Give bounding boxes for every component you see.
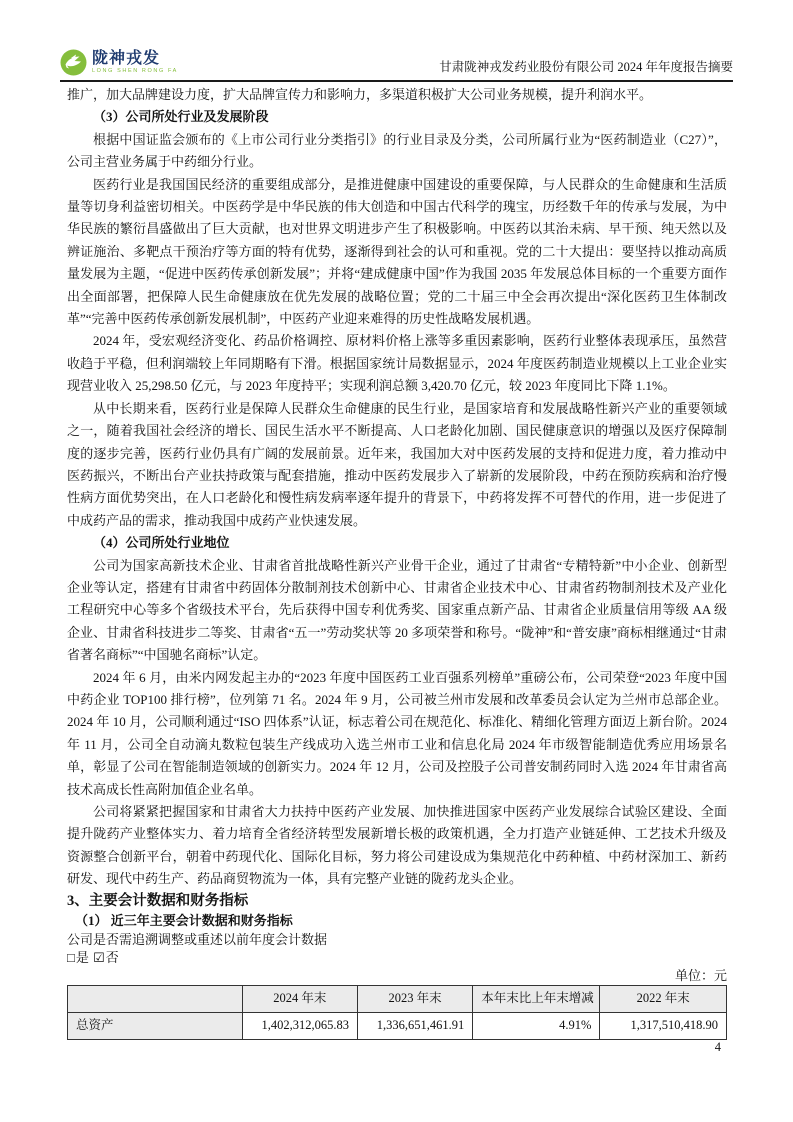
- table-header-2022: 2022 年末: [600, 985, 727, 1012]
- restatement-question: 公司是否需追溯调整或重述以前年度会计数据: [67, 931, 328, 947]
- paragraph-industry-1: 根据中国证监会颁布的《上市公司行业分类指引》的行业目录及分类，公司所属行业为“医药制造业（C27）”，公司主营业务属于中药细分行业。: [67, 131, 727, 170]
- logo-bird-icon: [60, 49, 87, 76]
- row-label-total-assets: 总资产: [68, 1012, 243, 1039]
- document-title: 甘肃陇神戎发药业股份有限公司 2024 年年度报告摘要: [439, 60, 733, 74]
- financial-data-table: [67, 985, 727, 1040]
- paragraph-industry-3: 2024 年，受宏观经济变化、药品价格调控、原材料价格上涨等多重因素影响，医药行业整体表现承压，虽然营收趋于平稳，但利润端较上年同期略有下滑。根据国家统计局数据显示，2024 年度医药制造业规模以上工业企业实现营业收入 25,298.50 亿元，与 2023 年度持平；实现利润总额 3,420.70 亿元，较 2023 年度同比下降 1.1%。: [67, 333, 727, 394]
- document-body: [67, 84, 727, 1040]
- restatement-checkboxes: [67, 949, 727, 967]
- paragraph-continuation: 推广，加大品牌建设力度，扩大品牌宣传力和影响力，多渠道积极扩大公司业务规模，提升利润水平。: [67, 87, 653, 102]
- total-assets-2022: 1,317,510,418.90: [600, 1012, 727, 1039]
- page-header: [60, 40, 733, 82]
- total-assets-2023: 1,336,651,461.91: [357, 1012, 472, 1039]
- total-assets-change: 4.91%: [473, 1012, 600, 1039]
- company-logo: [60, 49, 178, 76]
- heading-industry-position: （4）公司所处行业地位: [93, 535, 230, 551]
- paragraph-position-1: 公司为国家高新技术企业、甘肃省首批战略性新兴产业骨干企业，通过了甘肃省“专精特新”中小企业、创新型企业等认定，搭建有甘肃省中药固体分散制剂技术创新中心、甘肃省企业技术中心、甘肃省药物制剂技术及产业化工程研究中心等多个省级技术平台，先后获得中国专利优秀奖、国家重点新产品、甘肃省企业质量信用等级 AA 级企业、甘肃省科技进步二等奖、甘肃省“五一”劳动奖状等 20 多项荣誉和称号。“陇神”和“普安康”商标相继通过“甘肃省著名商标”“中国驰名商标”认定。: [67, 557, 727, 663]
- paragraph-industry-4: 从中长期来看，医药行业是保障人民群众生命健康的民生行业，是国家培育和发展战略性新兴产业的重要领域之一，随着我国社会经济的增长、国民生活水平不断提高、人口老龄化加剧、国民健康意识的增强以及医疗保障制度的逐步完善，医药行业仍具有广阔的发展前景。近年来，我国加大对中医药发展的支持和促进力度，着力推动中医药振兴，不断出台产业扶持政策与配套措施，推动中医药发展步入了崭新的发展阶段，中药在预防疾病和治疗慢性病方面优势突出，在人口老龄化和慢性病发病率逐年提升的背景下，中药将发挥不可替代的作用，进一步促进了中成药产品的需求，推动我国中成药产业快速发展。: [67, 400, 727, 528]
- heading-sub-three-year-data: （1） 近三年主要会计数据和财务指标: [75, 912, 293, 928]
- table-header-row: [68, 985, 727, 1012]
- total-assets-2024: 1,402,312,065.83: [242, 1012, 357, 1039]
- paragraph-position-2: 2024 年 6 月，由米内网发起主办的“2023 年度中国医药工业百强系列榜单”重磅公布，公司荣登“2023 年度中国中药企业 TOP100 排行榜”，位列第 71 名。2024 年 9 月，公司被兰州市发展和改革委员会认定为兰州市总部企业。2024 年 10 月，公司顺利通过“ISO 四体系”认证，标志着公司在规范化、标准化、精细化管理方面迈上新台阶。2024 年 11 月，公司全自动滴丸数粒包装生产线成功入选兰州市工业和信息化局 2024 年市级智能制造优秀应用场景名单，彰显了公司在智能制造领域的创新实力。2024 年 12 月，公司及控股子公司普安制药同时入选 2024 年甘肃省高技术高成长性高附加值企业名单。: [67, 669, 727, 797]
- brand-name-en: LONG SHEN RONG FA: [92, 67, 178, 74]
- table-header-2024: 2024 年末: [242, 985, 357, 1012]
- checkbox-yes-unchecked-icon: □是: [67, 949, 90, 965]
- table-header-empty: [68, 985, 243, 1012]
- table-header-change: 本年末比上年末增减: [473, 985, 600, 1012]
- checkbox-no-checked-icon: ☑否: [93, 949, 120, 965]
- unit-label: 单位：元: [674, 967, 727, 983]
- paragraph-position-3: 公司将紧紧把握国家和甘肃省大力扶持中医药产业发展、加快推进国家中医药产业发展综合试验区建设、全面提升陇药产业整体实力、着力培育全省经济转型发展新增长极的政策机遇，全力打造产业链延伸、工艺技术升级及资源整合创新平台，朝着中药现代化、国际化目标，努力将公司建设成为集规范化中药种植、中药材深加工、新药研发、现代中药生产、药品商贸物流为一体，具有完整产业链的陇药龙头企业。: [67, 804, 727, 887]
- table-header-2023: 2023 年末: [357, 985, 472, 1012]
- logo-text: [92, 51, 178, 75]
- heading-industry-stage: （3）公司所处行业及发展阶段: [93, 109, 269, 125]
- page-number: 4: [714, 1040, 721, 1054]
- heading-main-accounting-data: 3、主要会计数据和财务指标: [67, 892, 249, 909]
- brand-name-cn: 陇神戎发: [92, 49, 161, 67]
- paragraph-industry-2: 医药行业是我国国民经济的重要组成部分，是推进健康中国建设的重要保障，与人民群众的生命健康和生活质量等切身利益密切相关。中医药学是中华民族的伟大创造和中国古代科学的瑰宝，历经数千年的传承与发展，为中华民族的繁衍昌盛做出了巨大贡献，也对世界文明进步产生了积极影响。中医药以其治未病、早干预、纯天然以及辨证施治、多靶点干预治疗等方面的特有优势，逐渐得到社会的认可和重视。党的二十大提出：要坚持以推动高质量发展为主题，“促进中医药传承创新发展”；并将“建成健康中国”作为我国 2035 年发展总体目标的一个重要方面作出全面部署，把保障人民生命健康放在优先发展的战略位置；党的二十届三中全会再次提出“深化医药卫生体制改革”“完善中医药传承创新发展机制”，中医药产业迎来难得的历史性战略发展机遇。: [67, 176, 727, 327]
- table-row-total-assets: [68, 1012, 727, 1039]
